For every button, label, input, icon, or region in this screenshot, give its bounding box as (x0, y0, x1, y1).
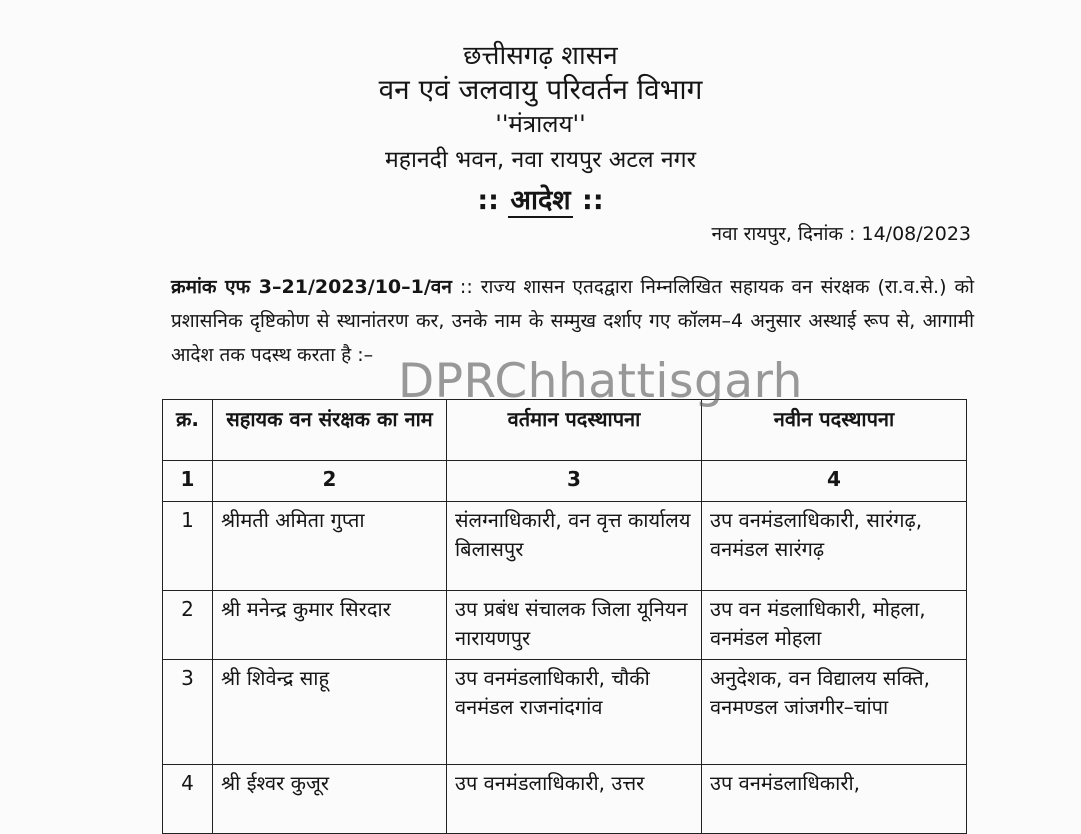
govt-title: छत्तीसगढ़ शासन (463, 41, 618, 71)
officer-name: श्रीमती अमिता गुप्ता (213, 502, 447, 591)
ministry-label: ''मंत्रालय'' (495, 110, 586, 138)
officer-name: श्री ईश्वर कुजूर (213, 765, 447, 834)
transfer-table (162, 399, 967, 834)
row-serial: 1 (163, 502, 213, 591)
column-number: 2 (213, 461, 447, 502)
order-title: आदेश (510, 185, 571, 216)
column-number: 4 (702, 461, 967, 502)
officer-name: श्री मनेन्द्र कुमार सिरदार (213, 591, 447, 660)
header-current-posting: वर्तमान पदस्थापना (447, 400, 702, 461)
new-posting: उप वनमंडलाधिकारी, (702, 765, 967, 834)
new-posting: उप वनमंडलाधिकारी, सारंगढ़, वनमंडल सारंगढ़ (702, 502, 967, 591)
table-row (163, 502, 967, 591)
table-row (163, 765, 967, 834)
office-address: महानदी भवन, नवा रायपुर अटल नगर (384, 147, 696, 173)
order-prefix: :: (477, 185, 499, 216)
current-posting: उप प्रबंध संचालक जिला यूनियन नारायणपुर (447, 591, 702, 660)
officer-name: श्री शिवेन्द्र साहू (213, 660, 447, 765)
row-serial: 3 (163, 660, 213, 765)
header-new-posting: नवीन पदस्थापना (702, 400, 967, 461)
header-serial: क्र. (163, 400, 213, 461)
current-posting: उप वनमंडलाधिकारी, उत्तर (447, 765, 702, 834)
column-number-row (163, 461, 967, 502)
table-row (163, 660, 967, 765)
row-serial: 4 (163, 765, 213, 834)
current-posting: संलग्नाधिकारी, वन वृत्त कार्यालय बिलासपुर (447, 502, 702, 591)
order-text: :: राज्य शासन एतदद्वारा निम्नलिखित सहायक वन संरक्षक (रा.व.से.) को प्रशासनिक दृष्टिकोण से स्थानांतरण कर, उनके नाम के सम्मुख दर्शाए गए कॉलम–4 अनुसार अस्थाई रूप से, आगामी आदेश तक पदस्थ करता है :– (171, 276, 975, 366)
column-number: 3 (447, 461, 702, 502)
order-suffix: :: (582, 185, 604, 216)
watermark: DPRChhattisgarh (398, 354, 803, 409)
header-name: सहायक वन संरक्षक का नाम (213, 400, 447, 461)
order-heading (0, 180, 1081, 217)
column-number: 1 (163, 461, 213, 502)
new-posting: उप वन मंडलाधिकारी, मोहला, वनमंडल मोहला (702, 591, 967, 660)
new-posting: अनुदेशक, वन विद्यालय सक्ति, वनमण्डल जांजगीर–चांपा (702, 660, 967, 765)
date-line: नवा रायपुर, दिनांक : 14/08/2023 (711, 223, 971, 245)
reference-number: क्रमांक एफ 3–21/2023/10–1/वन (171, 276, 452, 298)
department-title: वन एवं जलवायु परिवर्तन विभाग (378, 73, 703, 106)
current-posting: उप वनमंडलाधिकारी, चौकी वनमंडल राजनांदगांव (447, 660, 702, 765)
table-row (163, 591, 967, 660)
row-serial: 2 (163, 591, 213, 660)
